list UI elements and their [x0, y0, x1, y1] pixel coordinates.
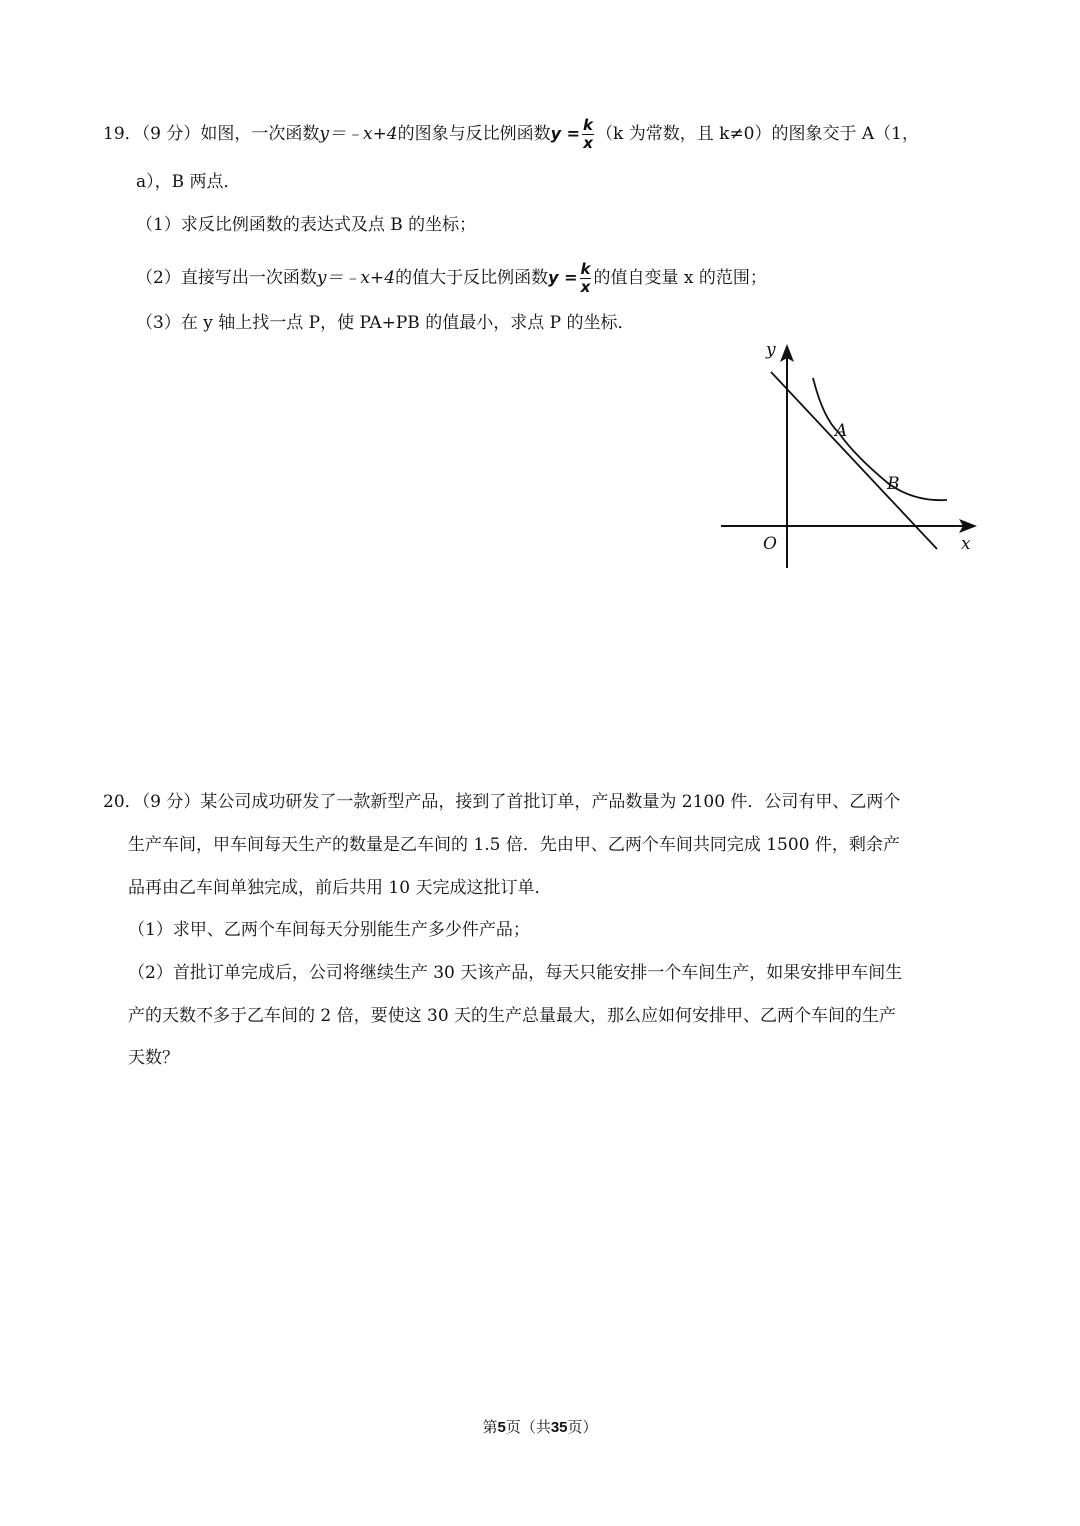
label-x: x	[961, 534, 971, 554]
q19-part2-fraction	[580, 262, 592, 295]
page-footer	[0, 1416, 1080, 1437]
q19-part-2	[136, 262, 767, 295]
q19-number: 19．	[103, 124, 142, 144]
q20-part-2-line-3: 天数？	[128, 1048, 179, 1068]
footer-total-pages: 35	[550, 1419, 568, 1436]
q19-linear-expr: y＝﹣x+4	[319, 124, 398, 144]
fraction-denominator: x	[583, 134, 593, 152]
footer-prefix: 第	[482, 1418, 498, 1436]
q20-line-1: 20．（9 分）某公司成功研发了一款新型产品，接到了首批订单，产品数量为 2100 件．公司有甲、乙两个	[103, 792, 901, 812]
q19-score: （9 分）	[141, 124, 201, 144]
label-point-a: A	[835, 421, 848, 441]
q19-intro-a: 如图，一次函数	[200, 124, 320, 144]
q19-part2-b: 的值大于反比例函数	[395, 268, 549, 288]
q19-y-eq: y =	[550, 124, 581, 143]
q19-part-3: （3）在 y 轴上找一点 P，使 PA+PB 的值最小，求点 P 的坐标．	[136, 313, 635, 333]
fraction-numerator: k	[580, 260, 591, 278]
q20-part-2-line-1: （2）首批订单完成后，公司将继续生产 30 天该产品，每天只能安排一个车间生产，如果安排甲车间生	[128, 963, 903, 983]
q20-line-3: 品再由乙车间单独完成，前后共用 10 天完成这批订单．	[128, 878, 552, 898]
fraction-numerator: k	[583, 116, 594, 134]
fraction-denominator: x	[580, 278, 591, 296]
label-y: y	[766, 340, 776, 360]
label-origin: O	[763, 534, 777, 554]
footer-page-number: 5	[497, 1419, 506, 1436]
q19-figure	[715, 336, 985, 576]
footer-mid: 页（共	[505, 1418, 551, 1436]
q20-line-2: 生产车间，甲车间每天生产的数量是乙车间的 1.5 倍．先由甲、乙两个车间共同完成 1500 件，剩余产	[128, 835, 900, 855]
q19-part-1: （1）求反比例函数的表达式及点 B 的坐标；	[136, 215, 477, 235]
q19-part2-linear: y＝﹣x+4	[316, 268, 396, 288]
label-point-b: B	[887, 474, 900, 494]
q19-part2-a: （2）直接写出一次函数	[136, 268, 317, 288]
q19-intro-c: （k 为常数，且 k≠0）的图象交于 A（1，	[596, 124, 919, 144]
q19-line-2: a），B 两点．	[136, 172, 241, 192]
q19-intro-b: 的图象与反比例函数	[397, 124, 551, 144]
q19-part2-y-eq: y =	[548, 268, 578, 287]
q19-line-1	[103, 118, 919, 151]
footer-suffix: 页）	[567, 1418, 598, 1436]
q20-part-1: （1）求甲、乙两个车间每天分别能生产多少件产品；	[128, 920, 530, 940]
linear-function-line	[771, 372, 937, 549]
q19-fraction	[582, 118, 594, 151]
q20-part-2-line-2: 产的天数不多于乙车间的 2 倍，要使这 30 天的生产总量最大，那么应如何安排甲、乙两个车间的生产	[128, 1006, 897, 1026]
q19-part2-c: 的值自变量 x 的范围；	[593, 268, 767, 288]
